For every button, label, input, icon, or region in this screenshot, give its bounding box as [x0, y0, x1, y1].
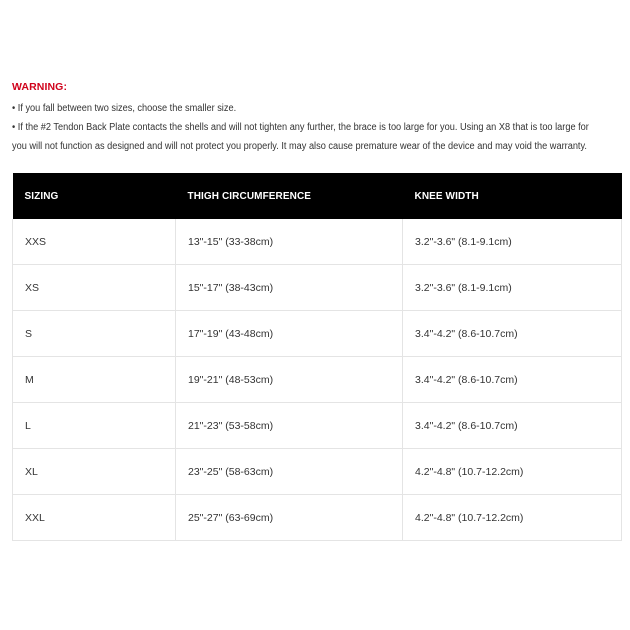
table-row [13, 265, 622, 311]
thigh-cell: 21"-23" (53-58cm) [176, 403, 403, 449]
table-row [13, 311, 622, 357]
table-row [13, 219, 622, 265]
size-cell: XXS [13, 219, 176, 265]
size-cell: L [13, 403, 176, 449]
warning-line-1: • If you fall between two sizes, choose the smaller size. [12, 103, 237, 114]
table-row [13, 357, 622, 403]
warning-section [12, 80, 624, 156]
thigh-cell: 15"-17" (38-43cm) [176, 265, 403, 311]
thigh-cell: 25"-27" (63-69cm) [176, 495, 403, 541]
knee-cell: 4.2"-4.8" (10.7-12.2cm) [403, 495, 622, 541]
knee-cell: 3.4"-4.2" (8.6-10.7cm) [403, 311, 622, 357]
table-row [13, 449, 622, 495]
table-row [13, 495, 622, 541]
knee-cell: 3.4"-4.2" (8.6-10.7cm) [403, 403, 622, 449]
size-cell: S [13, 311, 176, 357]
thigh-cell: 19"-21" (48-53cm) [176, 357, 403, 403]
header-sizing: SIZING [13, 173, 176, 219]
warning-title: WARNING: [12, 81, 68, 93]
thigh-cell: 17"-19" (43-48cm) [176, 311, 403, 357]
knee-cell: 3.2"-3.6" (8.1-9.1cm) [403, 265, 622, 311]
size-cell: XXL [13, 495, 176, 541]
knee-cell: 3.2"-3.6" (8.1-9.1cm) [403, 219, 622, 265]
knee-cell: 4.2"-4.8" (10.7-12.2cm) [403, 449, 622, 495]
warning-line-3: you will not function as designed and will not protect you properly. It may also cause premature wear of the device and may void the warranty. [12, 141, 587, 152]
header-thigh-circumference: THIGH CIRCUMFERENCE [176, 173, 403, 219]
thigh-cell: 13"-15" (33-38cm) [176, 219, 403, 265]
warning-line-2: • If the #2 Tendon Back Plate contacts the shells and will not tighten any further, the brace is too large for you. Using an X8 that is too large for [12, 122, 589, 133]
size-cell: M [13, 357, 176, 403]
size-chart-table [12, 173, 622, 541]
knee-cell: 3.4"-4.2" (8.6-10.7cm) [403, 357, 622, 403]
table-header-row [13, 173, 622, 219]
size-cell: XL [13, 449, 176, 495]
size-cell: XS [13, 265, 176, 311]
thigh-cell: 23"-25" (58-63cm) [176, 449, 403, 495]
header-knee-width: KNEE WIDTH [403, 173, 622, 219]
table-row [13, 403, 622, 449]
